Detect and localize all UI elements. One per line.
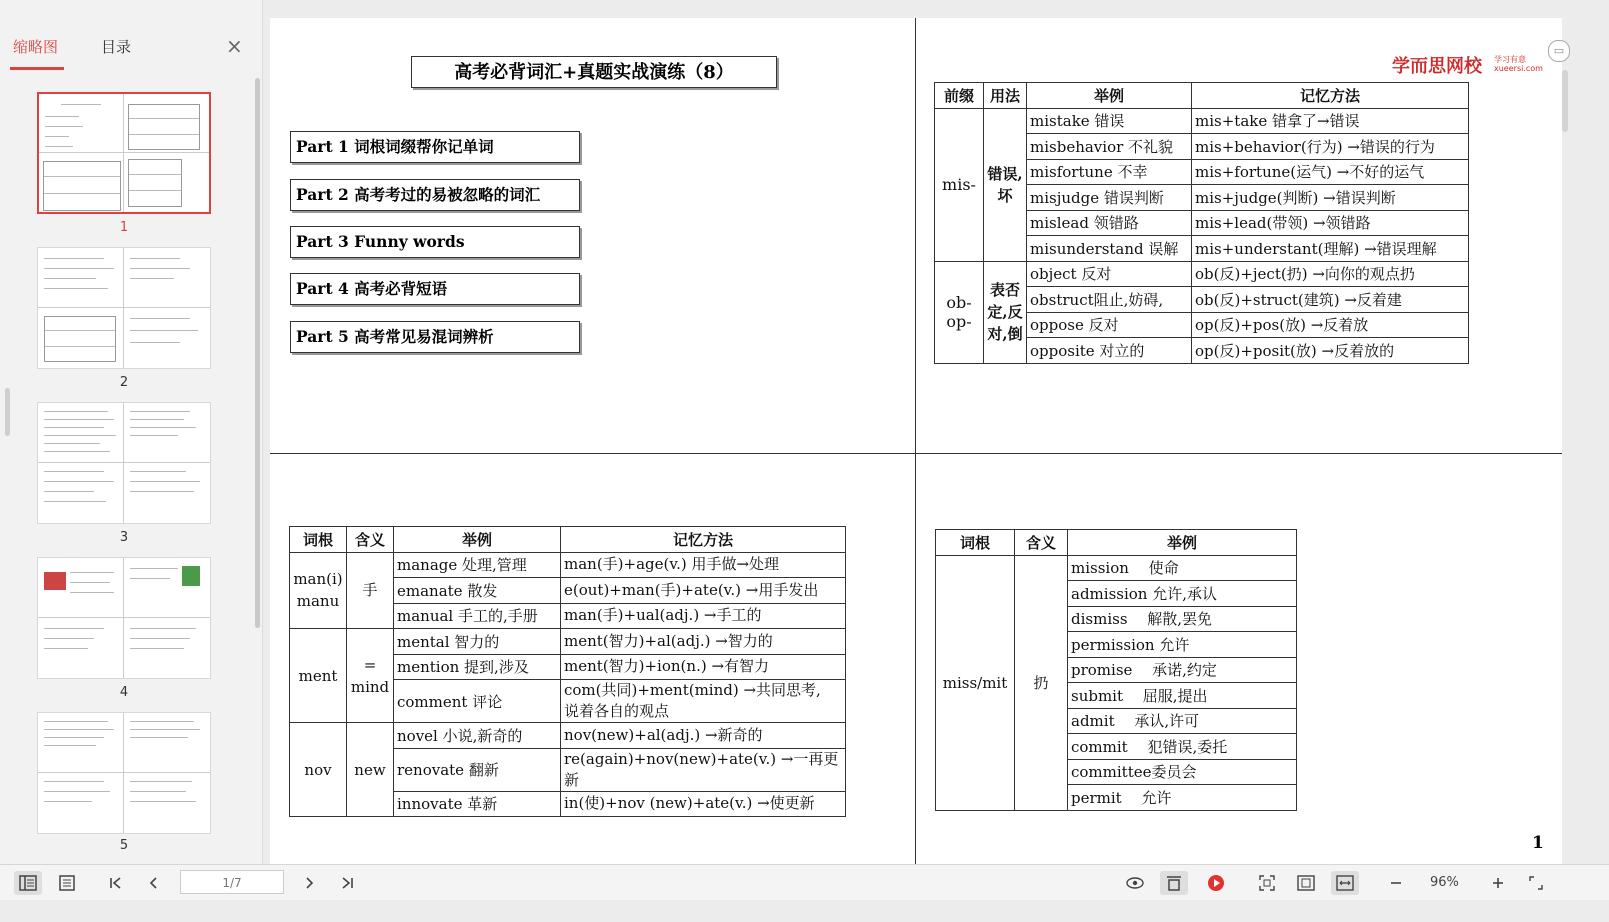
- active-tab-indicator: [10, 67, 64, 70]
- example-cell: misbehavior 不礼貌: [1027, 134, 1192, 160]
- expand-icon[interactable]: [1524, 871, 1548, 895]
- memory-method-cell: mis+lead(带领) →领错路: [1192, 210, 1469, 236]
- root-table: [289, 526, 846, 817]
- memory-method-cell: com(共同)+ment(mind) →共同思考, 说着各自的观点: [561, 680, 846, 723]
- brand-logo: 学而思网校: [1392, 56, 1482, 77]
- thumbnail-quadrant: [124, 94, 209, 153]
- memory-method-cell: man(手)+age(v.) 用手做→处理: [561, 552, 846, 578]
- example-cell: novel 小说,新奇的: [394, 723, 561, 749]
- memory-method-cell: man(手)+ual(adj.) →手工的: [561, 603, 846, 629]
- thumbnail-page-number: 1: [119, 220, 129, 235]
- quadrant-divider: [915, 18, 916, 864]
- root-cell: nov: [290, 723, 347, 817]
- example-cell: object 反对: [1027, 261, 1192, 287]
- thumbnail-page-4[interactable]: [37, 557, 211, 679]
- memory-method-cell: op(反)+pos(放) →反着放: [1192, 312, 1469, 338]
- example-cell: mention 提到,涉及: [394, 654, 561, 680]
- prefix-cell: ob- op-: [935, 261, 984, 363]
- first-page-icon[interactable]: [104, 871, 128, 895]
- meaning-cell: = mind: [347, 629, 394, 723]
- table-row: [290, 629, 846, 655]
- column-header: 含义: [1015, 530, 1068, 556]
- tab-thumbnails[interactable]: 缩略图: [13, 38, 59, 56]
- example-cell: permit 允许: [1068, 785, 1297, 811]
- prefix-cell: mis-: [935, 108, 984, 261]
- document-title: 高考必背词汇+真题实战演练（8）: [411, 56, 777, 88]
- bottom-toolbar: [0, 864, 1609, 901]
- memory-method-cell: in(使)+nov (new)+ate(v.) →使更新: [561, 791, 846, 817]
- page-number-input[interactable]: 1/7: [180, 870, 284, 894]
- example-cell: opposite 对立的: [1027, 338, 1192, 364]
- table-row: [290, 552, 846, 578]
- close-icon[interactable]: ×: [226, 34, 243, 58]
- part-1-box: Part 1 词根词缀帮你记单词: [290, 131, 580, 163]
- memory-method-cell: ob(反)+ject(扔) →向你的观点扔: [1192, 261, 1469, 287]
- example-cell: committee委员会: [1068, 759, 1297, 785]
- miss-mit-table: [935, 529, 1297, 811]
- thumbnail-page-number: 3: [119, 530, 129, 545]
- part-3-box: Part 3 Funny words: [290, 226, 580, 258]
- column-header: 记忆方法: [1192, 83, 1469, 109]
- example-cell: permission 允许: [1068, 632, 1297, 658]
- memory-method-cell: ment(智力)+al(adj.) →智力的: [561, 629, 846, 655]
- single-page-view-icon[interactable]: [1160, 871, 1188, 895]
- memory-method-cell: mis+judge(判断) →错误判断: [1192, 185, 1469, 211]
- memory-method-cell: re(again)+nov(new)+ate(v.) →一再更 新: [561, 748, 846, 791]
- sidebar-toggle-icon[interactable]: [14, 871, 42, 895]
- example-cell: renovate 翻新: [394, 748, 561, 791]
- root-cell: ment: [290, 629, 347, 723]
- example-cell: manage 处理,管理: [394, 552, 561, 578]
- example-cell: commit 犯错误,委托: [1068, 734, 1297, 760]
- zoom-in-icon[interactable]: [1486, 871, 1510, 895]
- example-cell: obstruct阻止,妨碍,: [1027, 287, 1192, 313]
- document-page: [270, 18, 1562, 864]
- table-row: [935, 261, 1469, 287]
- prefix-table: [934, 82, 1469, 364]
- column-header: 词根: [290, 527, 347, 553]
- example-cell: emanate 散发: [394, 578, 561, 604]
- column-header: 前缀: [935, 83, 984, 109]
- zoom-level[interactable]: 96%: [1430, 875, 1459, 890]
- zoom-out-icon[interactable]: [1384, 871, 1408, 895]
- usage-cell: 表否定,反对,倒: [984, 261, 1027, 363]
- next-page-icon[interactable]: [297, 871, 321, 895]
- column-header: 词根: [936, 530, 1015, 556]
- usage-cell: 错误,坏: [984, 108, 1027, 261]
- meaning-cell: 扔: [1015, 555, 1068, 810]
- meaning-cell: 手: [347, 552, 394, 629]
- example-cell: mental 智力的: [394, 629, 561, 655]
- example-cell: mission 使命: [1068, 555, 1297, 581]
- example-cell: innovate 革新: [394, 791, 561, 817]
- thumbnail-quadrant: [39, 94, 124, 153]
- example-cell: submit 屈服,提出: [1068, 683, 1297, 709]
- memory-method-cell: ob(反)+struct(建筑) →反着建: [1192, 287, 1469, 313]
- record-icon[interactable]: [1203, 871, 1229, 895]
- column-header: 含义: [347, 527, 394, 553]
- part-2-box: Part 2 高考考过的易被忽略的词汇: [290, 179, 580, 211]
- meaning-cell: new: [347, 723, 394, 817]
- thumbnail-quadrant: [39, 153, 124, 212]
- brand-logo-subtitle: 学习有意 xueersi.com: [1494, 55, 1543, 73]
- table-header-row: [290, 527, 846, 553]
- root-cell: man(i) manu: [290, 552, 347, 629]
- tab-outline[interactable]: 目录: [101, 38, 132, 56]
- memory-method-cell: mis+behavior(行为) →错误的行为: [1192, 134, 1469, 160]
- example-cell: misjudge 错误判断: [1027, 185, 1192, 211]
- quadrant-divider: [270, 453, 1562, 454]
- column-header: 用法: [984, 83, 1027, 109]
- table-header-row: [935, 83, 1469, 109]
- example-cell: mislead 领错路: [1027, 210, 1192, 236]
- memory-method-cell: ment(智力)+ion(n.) →有智力: [561, 654, 846, 680]
- document-scrollbar[interactable]: [1562, 70, 1568, 132]
- fit-page-icon[interactable]: [1293, 871, 1319, 895]
- table-row: [290, 723, 846, 749]
- example-cell: misfortune 不幸: [1027, 159, 1192, 185]
- thumbnail-page-1[interactable]: [37, 92, 211, 214]
- memory-method-cell: mis+take 错拿了→错误: [1192, 108, 1469, 134]
- memory-method-cell: nov(new)+al(adj.) →新奇的: [561, 723, 846, 749]
- part-4-box: Part 4 高考必背短语: [290, 273, 580, 305]
- window-bottom-edge: [0, 900, 1609, 922]
- fit-width-icon[interactable]: [1331, 871, 1359, 895]
- memory-method-cell: mis+understant(理解) →错误理解: [1192, 236, 1469, 262]
- column-header: 举例: [1068, 530, 1297, 556]
- example-cell: comment 评论: [394, 680, 561, 723]
- part-5-box: Part 5 高考常见易混词辨析: [290, 321, 580, 353]
- column-header: 举例: [1027, 83, 1192, 109]
- example-cell: misunderstand 误解: [1027, 236, 1192, 262]
- outline-icon[interactable]: [54, 871, 80, 895]
- page-number: 1: [1532, 833, 1544, 853]
- example-cell: oppose 反对: [1027, 312, 1192, 338]
- fullscreen-icon[interactable]: [1254, 871, 1280, 895]
- column-header: 记忆方法: [561, 527, 846, 553]
- memory-method-cell: mis+fortune(运气) →不好的运气: [1192, 159, 1469, 185]
- thumbnail-sidebar: [0, 0, 263, 886]
- eye-icon[interactable]: [1122, 871, 1148, 895]
- memory-method-cell: op(反)+posit(放) →反着放的: [1192, 338, 1469, 364]
- thumbnail-page-3[interactable]: [37, 402, 211, 524]
- example-cell: admit 承认,许可: [1068, 708, 1297, 734]
- example-cell: promise 承诺,约定: [1068, 657, 1297, 683]
- thumbnail-page-number: 4: [119, 685, 129, 700]
- previous-page-icon[interactable]: [142, 871, 166, 895]
- sidebar-resize-handle[interactable]: [5, 388, 10, 436]
- thumbnail-page-2[interactable]: [37, 247, 211, 369]
- table-header-row: [936, 530, 1297, 556]
- last-page-icon[interactable]: [335, 871, 359, 895]
- table-row: [935, 108, 1469, 134]
- sidebar-scrollbar[interactable]: [255, 78, 260, 628]
- example-cell: dismiss 解散,罢免: [1068, 606, 1297, 632]
- comment-icon[interactable]: ▭: [1548, 40, 1570, 62]
- thumbnail-page-number: 2: [119, 375, 129, 390]
- thumbnail-quadrant: [124, 153, 209, 212]
- example-cell: manual 手工的,手册: [394, 603, 561, 629]
- thumbnail-page-5[interactable]: [37, 712, 211, 834]
- table-row: [936, 555, 1297, 581]
- thumbnail-page-number: 5: [119, 838, 129, 853]
- column-header: 举例: [394, 527, 561, 553]
- memory-method-cell: e(out)+man(手)+ate(v.) →用手发出: [561, 578, 846, 604]
- example-cell: admission 允许,承认: [1068, 581, 1297, 607]
- example-cell: mistake 错误: [1027, 108, 1192, 134]
- root-cell: miss/mit: [936, 555, 1015, 810]
